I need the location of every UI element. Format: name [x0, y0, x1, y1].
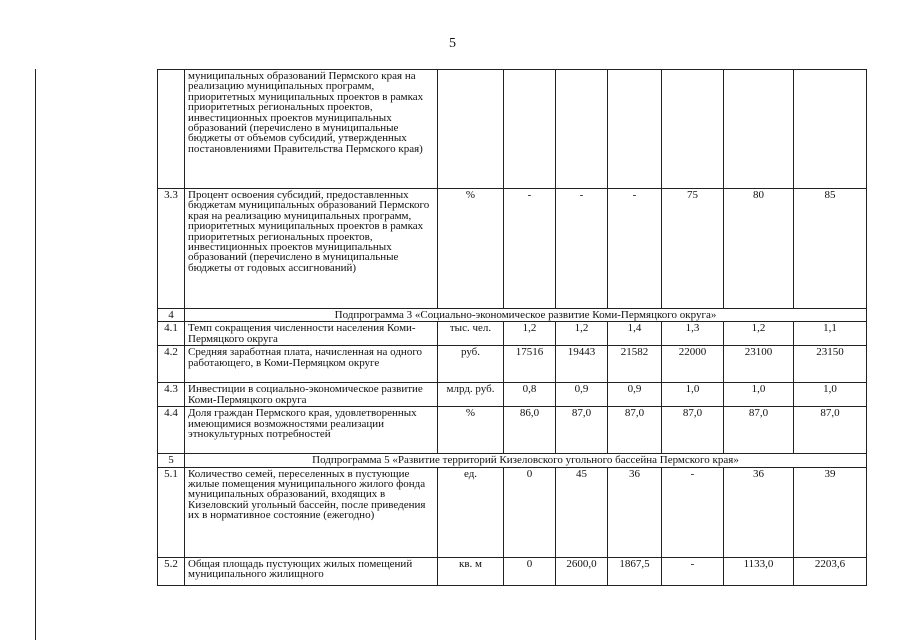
unit-cell: % [438, 189, 504, 309]
value-cell: - [608, 189, 662, 309]
value-cell: 2600,0 [556, 557, 608, 585]
section-title: Подпрограмма 5 «Развитие территорий Кизеловского угольного бассейна Пермского края» [185, 454, 867, 467]
table-row [158, 346, 867, 383]
value-cell: 36 [724, 467, 794, 557]
section-row [158, 454, 867, 467]
value-cell: 1,2 [504, 322, 556, 346]
indicator-description: муниципальных образований Пермского края на реализацию муниципальных программ, приоритетных муниципальных проектов в рамках приоритетных региональных проектов, инвестиционных проектов муниципальных образований (перечислено в муниципальные бюджеты от объемов субсидий, утвержденных постановлениями Правительства Пермского края) [185, 70, 438, 189]
row-number: 4.3 [158, 383, 185, 407]
indicator-description: Процент освоения субсидий, предоставленных бюджетам муниципальных образований Пермского края на реализацию муниципальных программ, приоритетных муниципальных проектов в рамках приоритетных региональных проектов, инвестиционных проектов муниципальных образований (перечислено в муниципальные бюджеты от годовых ассигнований) [185, 189, 438, 309]
value-cell: 23100 [724, 346, 794, 383]
indicator-description: Количество семей, переселенных в пустующие жилые помещения муниципального жилого фонда муниципальных образований, входящих в Кизеловский угольный бассейн, после приведения их в нормативное состояние (ежегодно) [185, 467, 438, 557]
value-cell: 1,1 [794, 322, 867, 346]
value-cell: 87,0 [794, 407, 867, 454]
value-cell: 87,0 [662, 407, 724, 454]
value-cell [662, 70, 724, 189]
row-number: 4.1 [158, 322, 185, 346]
value-cell [556, 70, 608, 189]
indicator-description: Общая площадь пустующих жилых помещений муниципального жилищного [185, 557, 438, 585]
value-cell: 36 [608, 467, 662, 557]
row-number: 3.3 [158, 189, 185, 309]
value-cell: - [504, 189, 556, 309]
value-cell: 0,8 [504, 383, 556, 407]
value-cell: 87,0 [608, 407, 662, 454]
table-row [158, 383, 867, 407]
value-cell: 86,0 [504, 407, 556, 454]
unit-cell: % [438, 407, 504, 454]
unit-cell: кв. м [438, 557, 504, 585]
indicator-description: Темп сокращения численности населения Коми-Пермяцкого округа [185, 322, 438, 346]
value-cell: 1,3 [662, 322, 724, 346]
table-row [158, 467, 867, 557]
value-cell: 45 [556, 467, 608, 557]
row-number: 5 [158, 454, 185, 467]
value-cell: 39 [794, 467, 867, 557]
row-number: 4.2 [158, 346, 185, 383]
value-cell: 1,0 [794, 383, 867, 407]
value-cell: 75 [662, 189, 724, 309]
left-margin-rule [35, 69, 36, 640]
indicator-description: Доля граждан Пермского края, удовлетворенных имеющимися возможностями реализации этнокультурных потребностей [185, 407, 438, 454]
value-cell: 23150 [794, 346, 867, 383]
unit-cell [438, 70, 504, 189]
value-cell: 87,0 [556, 407, 608, 454]
section-title: Подпрограмма 3 «Социально-экономическое развитие Коми-Пермяцкого округа» [185, 309, 867, 322]
value-cell: 87,0 [724, 407, 794, 454]
value-cell: 22000 [662, 346, 724, 383]
unit-cell: тыс. чел. [438, 322, 504, 346]
value-cell [724, 70, 794, 189]
table-row [158, 70, 867, 189]
value-cell: - [662, 467, 724, 557]
value-cell: 1,0 [662, 383, 724, 407]
row-number: 5.1 [158, 467, 185, 557]
value-cell [504, 70, 556, 189]
unit-cell: млрд. руб. [438, 383, 504, 407]
value-cell: 19443 [556, 346, 608, 383]
value-cell [794, 70, 867, 189]
section-row [158, 309, 867, 322]
table-row [158, 322, 867, 346]
indicator-description: Средняя заработная плата, начисленная на одного работающего, в Коми-Пермяцком округе [185, 346, 438, 383]
row-number: 4.4 [158, 407, 185, 454]
value-cell: 0 [504, 557, 556, 585]
unit-cell: руб. [438, 346, 504, 383]
table-row [158, 407, 867, 454]
indicators-table [157, 69, 867, 586]
page-number: 5 [449, 36, 456, 51]
value-cell: 0 [504, 467, 556, 557]
indicator-description: Инвестиции в социально-экономическое развитие Коми-Пермяцкого округа [185, 383, 438, 407]
value-cell: 21582 [608, 346, 662, 383]
value-cell: 0,9 [608, 383, 662, 407]
unit-cell: ед. [438, 467, 504, 557]
value-cell: - [662, 557, 724, 585]
value-cell [608, 70, 662, 189]
value-cell: 1133,0 [724, 557, 794, 585]
table-row [158, 557, 867, 585]
row-number: 5.2 [158, 557, 185, 585]
value-cell: 1,2 [724, 322, 794, 346]
value-cell: - [556, 189, 608, 309]
value-cell: 85 [794, 189, 867, 309]
value-cell: 0,9 [556, 383, 608, 407]
value-cell: 80 [724, 189, 794, 309]
value-cell: 1,4 [608, 322, 662, 346]
value-cell: 2203,6 [794, 557, 867, 585]
value-cell: 1,0 [724, 383, 794, 407]
value-cell: 1867,5 [608, 557, 662, 585]
value-cell: 17516 [504, 346, 556, 383]
value-cell: 1,2 [556, 322, 608, 346]
table-row [158, 189, 867, 309]
row-number [158, 70, 185, 189]
row-number: 4 [158, 309, 185, 322]
